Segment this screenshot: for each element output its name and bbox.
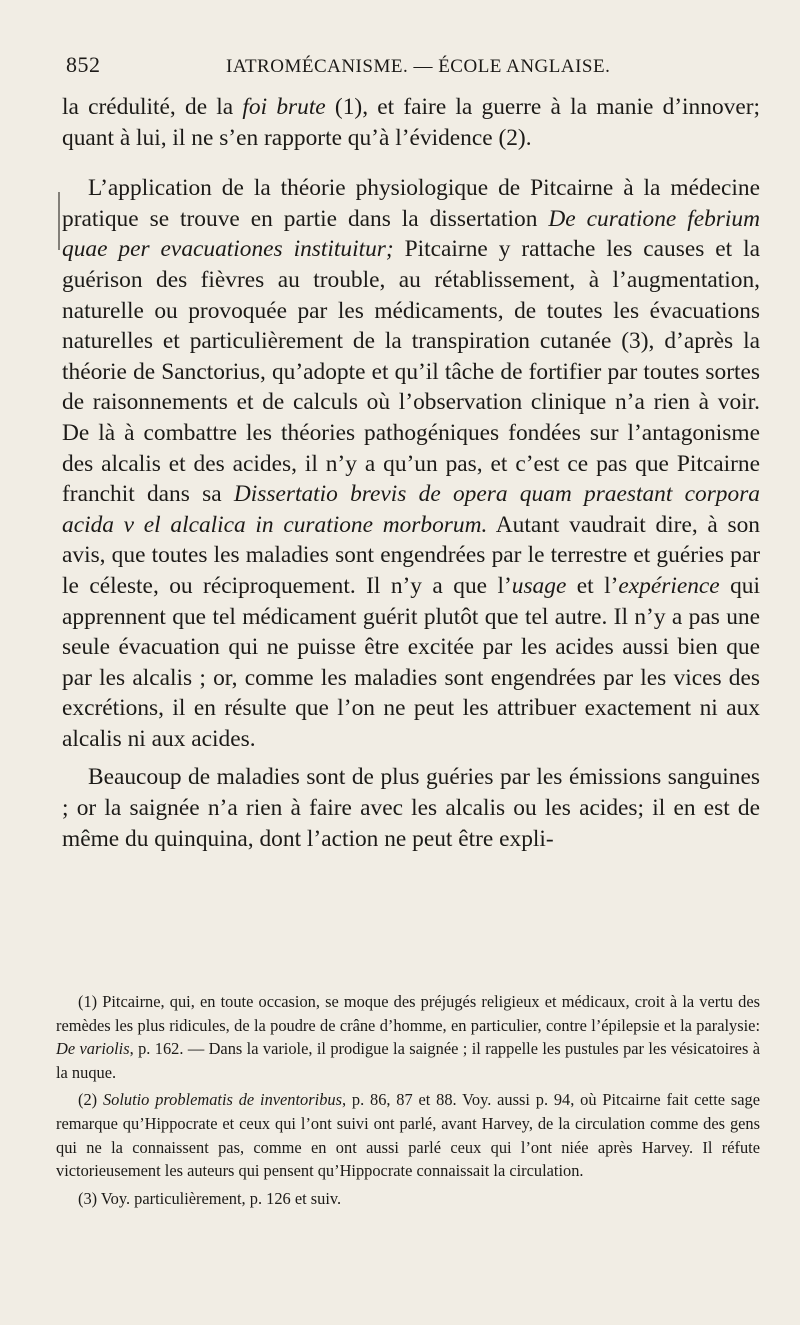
- footnote-3: (3) Voy. particulièrement, p. 126 et suiv.: [78, 1188, 342, 1208]
- text-run: , p. 86, 87 et 88. Voy. aussi p. 94, où Pitcairne fait cette sage remarque qu’Hippocrate et ceux qui l’ont suivi ont parlé, avant Harvey, de la circulation comme des gens qui ne la connaissent pas, comme en ont aussi parlé ceux qui l’ont niée après Harvey. Il réfute victorieusement les auteurs qui pensent qu’Hippocrate connaissait la circulation.: [56, 1090, 760, 1181]
- footnote-1: [56, 990, 760, 1084]
- paragraph-2: [62, 173, 760, 754]
- italic-title: De variolis: [56, 1039, 130, 1059]
- page-header: [66, 52, 756, 84]
- margin-mark: [58, 192, 60, 250]
- main-text: [62, 92, 760, 854]
- paragraph-3: Beaucoup de maladies sont de plus guéries par les émissions sanguines ; or la saignée n’a rien à faire avec les alcalis ou les acides; il en est de même du quinquina, dont l’action ne peut être expli-: [62, 764, 760, 852]
- text-run: (1), et faire la guerre à la manie d’innover; quant à lui, il ne s’en rapporte qu’à l’évidence (2).: [62, 94, 761, 151]
- italic-title: Solutio problematis de inventoribus: [102, 1090, 342, 1110]
- text-run: qui apprennent que tel médicament guérit plutôt que tel autre. Il n’y a pas une seule évacuation qui ne puisse être excitée par les acides aussi bien que par les alcalis ; or, comme les maladies sont engendrées par les vices des excrétions, il en résulte que l’on ne peut les attribuer exactement ni aux alcalis ni aux acides.: [62, 572, 760, 752]
- text-run: Pitcairne y rattache les causes et la guérison des fièvres au trouble, au rétablissement, à l’augmentation, naturelle ou provoquée par les médicaments, de toutes les évacuations naturelles et particulièrement de la transpiration cutanée (3), d’après la théorie de Sanctorius, qu’adopte et qu’il tâche de fortifier par toutes sortes de raisonnements et de calculs où l’observation clinique n’a rien à voir. De là à combattre les théories pathogéniques fondées sur l’antagonisme des alcalis et des acides, il n’y a qu’un pas, et c’est ce pas que Pitcairne franchit dans sa: [62, 236, 760, 508]
- page-number: 852: [66, 52, 101, 77]
- italic-text: foi brute: [242, 94, 326, 120]
- footnote-2: [56, 1088, 760, 1182]
- running-title: IATROMÉCANISME. — ÉCOLE ANGLAISE.: [226, 56, 611, 77]
- text-run: et l’: [566, 572, 619, 599]
- text-run: L’application de la théorie physiologique de Pitcairne à la médecine pratique se trouve en partie dans la dissertation: [62, 175, 760, 232]
- footnotes: [56, 990, 760, 1214]
- italic-title: De curatione febrium quae per evacuationes instituitur;: [62, 205, 760, 263]
- italic-text: usage: [511, 572, 567, 599]
- paragraph-1: [62, 92, 760, 153]
- text-run: (1) Pitcairne, qui, en toute occasion, se moque des préjugés religieux et médicaux, croit à la vertu des remèdes les plus ridicules, de la poudre de crâne d’homme, en particulier, contre l’épilepsie et la paralysie:: [56, 992, 760, 1035]
- italic-title: Dissertatio brevis de opera quam praestant corpora acida v el alcalica in curatione morborum.: [62, 481, 760, 538]
- text-run: (2): [78, 1090, 103, 1110]
- text-run: Autant vaudrait dire, à son avis, que toutes les maladies sont engendrées par le terrestre et guéries par le céleste, ou réciproquement. Il n’y a que l’: [62, 511, 760, 599]
- text-run: la crédulité, de la: [62, 94, 243, 120]
- italic-text: expérience: [618, 572, 720, 599]
- text-run: , p. 162. — Dans la variole, il prodigue la saignée ; il rappelle les pustules par les vésicatoires à la nuque.: [56, 1039, 760, 1082]
